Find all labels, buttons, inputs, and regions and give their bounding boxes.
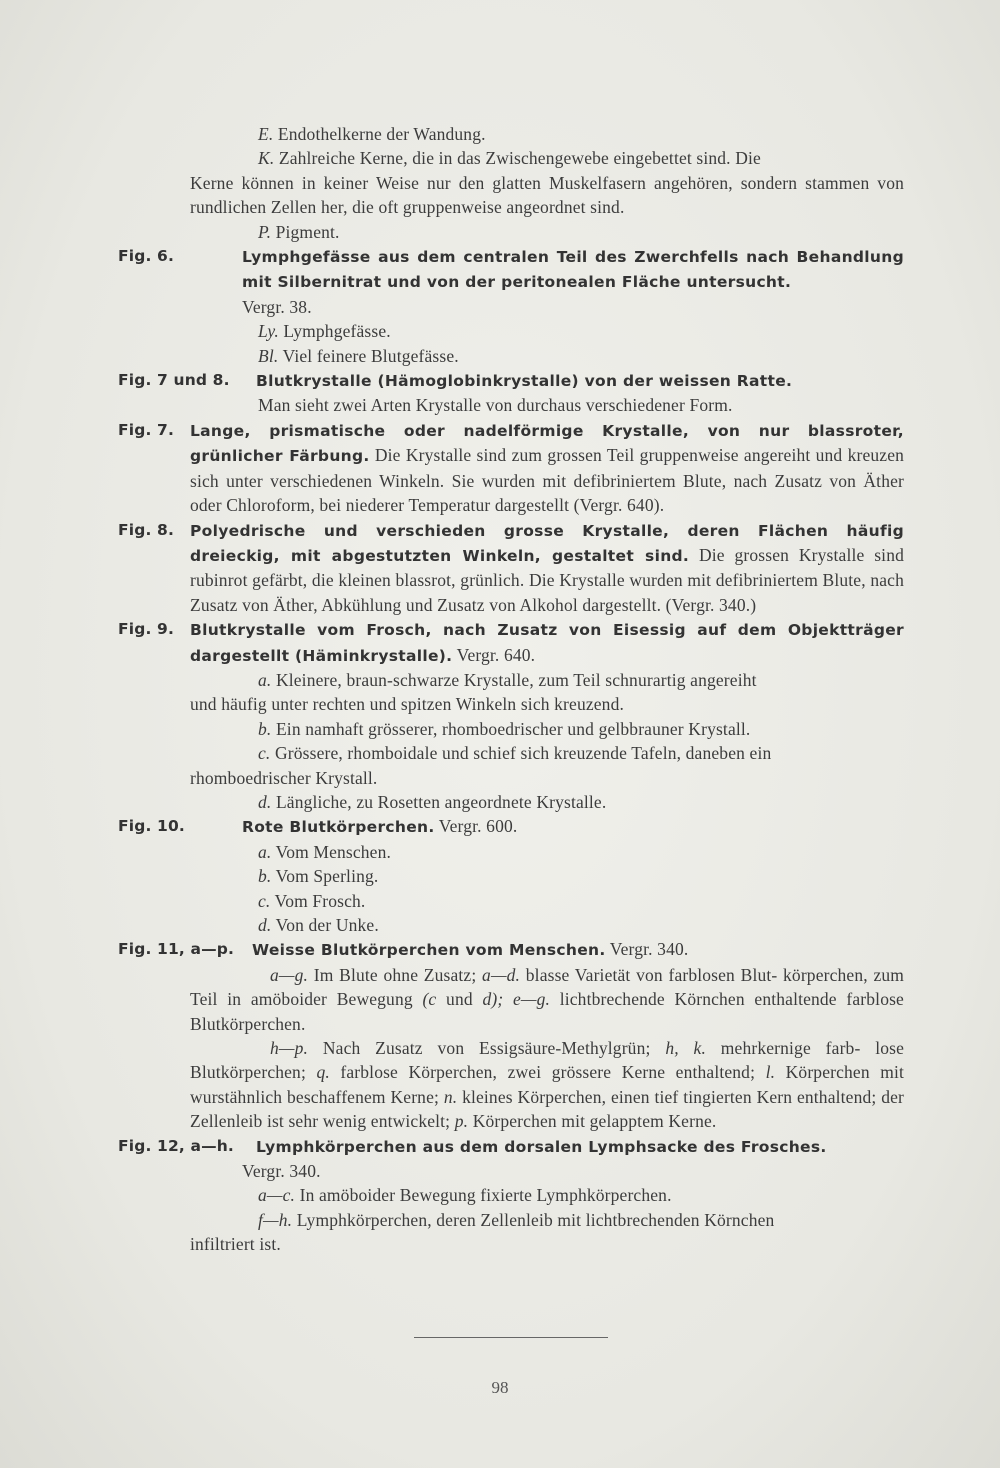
- fig11-hp-t2: mehrkernige farb-: [720, 1038, 861, 1059]
- fig10-title: Rote Blutkörperchen.: [242, 818, 435, 837]
- fig10-c-key: c.: [258, 890, 271, 911]
- fig11-hp-cont2: einen tief tingierten Kern enthaltend; der Zellenleib ist sehr wenig entwickelt;: [190, 1086, 904, 1132]
- fig6-bl-key: Bl.: [258, 345, 279, 366]
- text-E: Endothelkerne der Wandung.: [277, 124, 486, 144]
- fig11-ag-t3: lichtbrechende: [559, 989, 665, 1010]
- fig12-title: Lymphkörperchen aus dem dorsalen Lymphsacke des Frosches.: [256, 1137, 827, 1156]
- fig10-b: [190, 864, 904, 888]
- fig11-hp-t3: farblose Körperchen, zwei grössere Kerne enthaltend;: [340, 1062, 756, 1083]
- fig7-caption: [118, 418, 905, 518]
- fig11-ag-t2: blasse Varietät von farblosen Blut-: [525, 964, 778, 985]
- fig9-d-key: d.: [258, 791, 272, 812]
- fig9-b-key: b.: [258, 718, 272, 739]
- figure-legend-text: [118, 122, 905, 1257]
- fig9-b-text: Ein namhaft grösserer, rhomboedrischer und gelbbrauner Krystall.: [275, 718, 751, 739]
- legend-P: [190, 220, 904, 244]
- fig8-text: Die grossen Krystalle sind rubinrot gefärbt, die kleinen blassrot, grünlich. Die Krystalle wurden mit defibriniertem Blute, nach Zusatz von Äther, Abkühlung und Zusatz von Alkohol dargestellt. (Vergr. 340.): [190, 544, 904, 615]
- fig10-c-text: Vom Frosch.: [274, 890, 366, 911]
- fig11-und: und: [446, 989, 473, 1010]
- fig11-p-key: p.: [454, 1111, 469, 1132]
- key-E: E.: [258, 124, 274, 144]
- fig9-d: [190, 790, 904, 814]
- fig6-bl-text: Viel feinere Blutgefässe.: [282, 345, 459, 366]
- fig6-label: Fig. 6.: [118, 247, 175, 266]
- fig6-bl: [190, 344, 904, 368]
- fig11-title: Weisse Blutkörperchen vom Menschen.: [252, 941, 606, 960]
- fig9-c-cont: rhomboedrischer Krystall.: [190, 767, 378, 788]
- fig6-caption: [118, 244, 904, 295]
- key-P: P.: [258, 221, 272, 242]
- fig10-c: [190, 889, 904, 913]
- fig10-a-text: Vom Menschen.: [275, 841, 392, 862]
- fig9-c-key: c.: [258, 743, 271, 764]
- text-P: Pigment.: [275, 221, 340, 242]
- fig10-label: Fig. 10.: [118, 817, 185, 836]
- fig8-title: Polyedrische und verschieden grosse Krystalle, deren Flächen häufig dreieckig, mit abgestutzten Winkeln, gestaltet sind.: [190, 521, 904, 565]
- fig11-eg-key: e—g.: [512, 989, 551, 1010]
- fig9-caption: [118, 617, 904, 668]
- fig7-label: Fig. 7.: [118, 420, 175, 439]
- fig8-label: Fig. 8.: [118, 520, 175, 539]
- text-K: Zahlreiche Kerne, die in das Zwischengewebe eingebettet sind. Die: [278, 148, 761, 169]
- fig11-ag-cont2: Körnchen enthaltende farblose Blutkörperchen.: [190, 989, 904, 1034]
- fig9-c: [190, 741, 904, 765]
- fig11-ag-t1: Im Blute ohne Zusatz;: [313, 964, 477, 985]
- page-number: 98: [491, 1378, 509, 1397]
- fig11-label: Fig. 11, a—p.: [118, 940, 235, 959]
- fig10-d-text: Von der Unke.: [275, 915, 379, 935]
- fig12-vergr: Vergr. 340.: [242, 1161, 321, 1182]
- fig12-fh: [190, 1208, 904, 1232]
- fig9-label: Fig. 9.: [118, 620, 175, 639]
- fig78-title: Blutkrystalle (Hämoglobinkrystalle) von der weissen Ratte.: [256, 372, 793, 391]
- fig11-hk-key: h, k.: [665, 1038, 706, 1059]
- fig9-a-key: a.: [258, 669, 272, 690]
- fig9-title: Blutkrystalle vom Frosch, nach Zusatz von Eisessig auf dem Objektträger dargestellt (Häminkrystalle).: [190, 621, 904, 665]
- legend-K-cont: Kerne können in keiner Weise nur den glatten Muskelfasern angehören, sondern stammen von rundlichen Zellen her, die oft gruppenweise angeordnet sind.: [190, 172, 904, 218]
- fig11-hp-cont1: lose Blutkörperchen;: [190, 1038, 905, 1083]
- fig10-a: [190, 840, 904, 864]
- fig10-b-key: b.: [258, 866, 272, 887]
- fig12-fh-text: Lymphkörperchen, deren Zellenleib mit lichtbrechenden Körnchen: [296, 1209, 775, 1230]
- fig12-caption: [118, 1134, 904, 1159]
- fig11-d-key: d);: [482, 989, 504, 1010]
- fig9-a-cont: und häufig unter rechten und spitzen Winkeln sich kreuzend.: [190, 694, 625, 715]
- fig6-vergr: Vergr. 38.: [242, 296, 312, 317]
- fig6-ly-key: Ly.: [258, 321, 279, 342]
- fig10-d-key: d.: [258, 915, 272, 935]
- fig10-caption: [118, 814, 904, 839]
- fig11-caption: [118, 937, 904, 962]
- fig11-q-key: q.: [316, 1062, 330, 1083]
- fig11-vergr: Vergr. 340.: [609, 939, 689, 960]
- key-K: K.: [258, 148, 275, 169]
- fig11-ag-cont1: körperchen, zum Teil in amöboider Bewegung: [190, 964, 905, 1010]
- fig10-a-key: a.: [258, 841, 272, 862]
- fig9-a-text: Kleinere, braun-schwarze Krystalle, zum Teil schnurartig angereiht: [275, 669, 757, 690]
- fig10-vergr: Vergr. 600.: [438, 816, 518, 837]
- fig11-n-key: n.: [443, 1086, 458, 1107]
- fig11-hp-t5: kleines Körperchen,: [462, 1086, 607, 1107]
- fig6-title: Lymphgefässe aus dem centralen Teil des Zwerchfells nach Behandlung mit Silbernitrat und von der peritonealen Fläche untersucht.: [242, 248, 904, 292]
- fig7-title: Lange, prismatische oder nadelförmige Krystalle, von nur blassroter, grünlicher Färbung.: [190, 421, 904, 466]
- fig11-hp: [190, 1036, 904, 1134]
- fig11-hp-key: h—p.: [270, 1038, 309, 1059]
- fig9-c-text: Grössere, rhomboidale und schief sich kreuzende Tafeln, daneben ein: [274, 743, 772, 764]
- fig11-hp-t1: Nach Zusatz von Essigsäure-Methylgrün;: [322, 1038, 651, 1059]
- legend-K: [190, 146, 904, 170]
- footnote-divider: [414, 1337, 608, 1338]
- fig12-fh-key: f—h.: [258, 1209, 293, 1230]
- fig9-a: [190, 668, 904, 692]
- fig12-fh-cont: infiltriert ist.: [190, 1234, 281, 1255]
- fig12-label: Fig. 12, a—h.: [118, 1136, 234, 1155]
- fig11-cd-key: (c: [422, 989, 437, 1010]
- fig8-caption: [118, 518, 904, 618]
- fig11-hp-t4: Körperchen mit wurstähnlich beschaffenem Kerne;: [190, 1062, 905, 1107]
- fig7-text: Die Krystalle sind zum grossen Teil gruppenweise angereiht und kreuzen sich unter verschiedenen Winkeln. Sie wurden mit defibriniertem Blute, nach Zusatz von Äther oder Chloroform, bei niederer Temperatur dargestellt (Vergr. 640).: [190, 445, 905, 516]
- fig11-ag-key: a—g.: [270, 964, 309, 985]
- fig9-vergr: Vergr. 640.: [456, 644, 536, 665]
- fig10-b-text: Vom Sperling.: [275, 866, 379, 887]
- fig78-label: Fig. 7 und 8.: [118, 371, 230, 390]
- fig12-ac: [190, 1183, 904, 1207]
- fig78-caption: [118, 368, 904, 393]
- fig11-l-key: l.: [765, 1062, 776, 1083]
- fig10-d: [190, 913, 904, 937]
- fig78-text: Man sieht zwei Arten Krystalle von durchaus verschiedener Form.: [258, 395, 733, 416]
- legend-E: [190, 122, 904, 146]
- fig11-hp-t6: Körperchen mit gelapptem Kerne.: [472, 1111, 717, 1132]
- fig11-ad-key: a—d.: [482, 964, 521, 985]
- fig9-b: [190, 717, 904, 741]
- fig12-ac-text: In amöboider Bewegung fixierte Lymphkörperchen.: [299, 1185, 672, 1206]
- fig11-ag: [190, 963, 904, 1036]
- fig12-ac-key: a—c.: [258, 1185, 296, 1206]
- fig9-d-text: Längliche, zu Rosetten angeordnete Krystalle.: [275, 791, 607, 812]
- fig6-ly: [190, 319, 904, 343]
- fig6-ly-text: Lymphgefässe.: [283, 321, 391, 342]
